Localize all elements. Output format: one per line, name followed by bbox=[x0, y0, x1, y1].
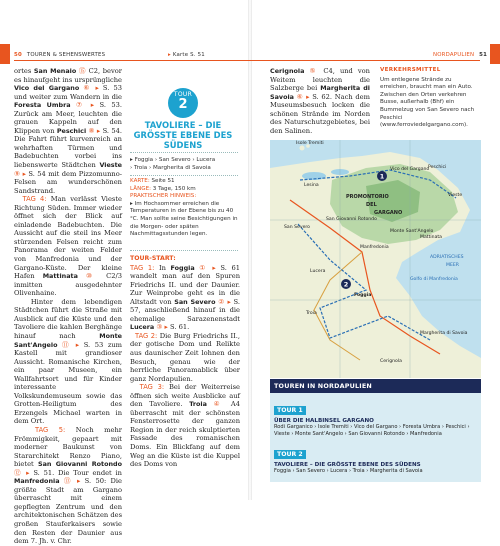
map-label: DEL bbox=[366, 202, 377, 208]
tours-heading: TOUREN IN NORDAPULIEN bbox=[270, 379, 481, 393]
map-label: GARGANO bbox=[374, 210, 403, 216]
map-label: Troia bbox=[306, 311, 317, 316]
map-label: Cerignola bbox=[380, 359, 402, 364]
left-running-header bbox=[14, 52, 105, 58]
map-label: Isole Tremiti bbox=[296, 141, 324, 146]
map-label: San Giovanni Rotondo bbox=[326, 217, 377, 222]
right-running-header bbox=[433, 52, 487, 58]
map-label: Vico del Gargano bbox=[390, 167, 430, 172]
left-page-number: 50 bbox=[14, 52, 22, 58]
right-region-title: NORDAPULIEN bbox=[433, 52, 475, 58]
map-label: Mattinata bbox=[420, 235, 442, 240]
tour-2-marker-number: 2 bbox=[343, 280, 349, 289]
map-label: San Severo bbox=[284, 225, 310, 230]
tour-badge-number: 2 bbox=[178, 97, 188, 112]
tour-2-info: KARTE: Seite 51 LÄNGE: 3 Tage, 150 km PRAKTISCHER HINWEIS: ▸ Im Hochsommer erreichen die Temperaturen in der Ebene bis zu 40 °C. Man sollte seine Besichtigungen in die Morgen- oder späten Nachmittagsstunden legen. bbox=[130, 178, 238, 238]
map-label: Lucera bbox=[310, 269, 326, 274]
map-label: Peschici bbox=[428, 165, 447, 170]
map-label: Vieste bbox=[448, 193, 463, 198]
tours-overview-box bbox=[270, 379, 481, 482]
tour-2-route-box: Foggia › San Severo › Lucera › Troia › Margherita di Savoia bbox=[274, 468, 423, 474]
route-line: ▸ Foggia › San Severo › Lucera bbox=[130, 157, 216, 163]
region-map bbox=[270, 140, 481, 378]
left-text-column: ortes San Menaio ⑮ C2, bevor es hinaufgeht ins ursprüngliche Vico del Gargano ⑥ ▸ S. 53 und weiter zum Wandern in die Foresta Umbra ⑦ ▸ S. 53. Zurück am Meer, leuchten die grauen Kappeln auf den Klippen von Peschici ⑧ ▸ S. 54. Die Fahrt führt kurvenreich an wehrhaften Türmen und Badebuchten vorbei ins liebenswerte Städtchen Vieste ⑨ ▸ S. 54 mit dem Pizzomunno-Felsen am wunderschönen Sandstrand. TAG 4: Man verlässt Vieste Richtung Süden. Immer wieder öffnet sich der Blick auf einladende Badebuchten. Die Aussicht auf die steil ins Meer stürzenden Felsen reicht zum Panorama der weiten Felder von Manfredonia und der Gargano-Küste. Der kleine Hafen Mattinata ⑩ C2/3 inmitten ausgedehnter Olivenhaine. Hinter dem lebendigen Städtchen führt die Straße mit Ausblick auf die Küste und den Tavoliere die kahlen Berghänge hinauf nach Monte Sant'Angelo ⑪ ▸ S. 53 zum Kastell mit grandioser Aussicht. Romanische Kirchen, ein paar Museen, ein Wallfahrtsort und für Kinder interessante Volkskundemuseum sowie das Grotten-Heiligtum des Erzengels Michael warten in dem Ort. TAG 5: Noch mehr Frömmigkeit, gepaart mit moderner Baukunst von Stararchitekt Renzo Piano, bietet San Giovanni Rotondo ⑫ ▸ S. 51. Die Tour endet in Manfredonia ⑬ ▸ S. 50: Die größte Stadt am Gargano überrascht mit einem gepflegten Zentrum und den architektonischen Schätzen des großen Stauferkaisers sowie den Resten der Daunier aus dem 7. Jh. v. Chr. bbox=[14, 67, 122, 546]
right-text-column: Cerignola ⑤ C4, und von Weitem leuchten die Salzberge bei Margherita di Savoia ⑥ ▸ S. 62. Nach dem Museumsbesuch locken die schönen Strände im Norden des Naturschutzgebietes, bei den Salinen. bbox=[270, 67, 370, 135]
map-label: Lesina bbox=[304, 183, 319, 188]
map-label: Manfredonia bbox=[360, 245, 389, 250]
left-text-column-2: TOUR-START: TAG 1: In Foggia ① ▸ S. 61 wandelt man auf den Spuren Friedrichs II. und der Daunier. Zur Weinprobe geht es in die Altstadt von San Severo ② ▸ S. 57, anschließend hinauf in die ehemalige Sarazenenstadt Lucera ③ ▸ S. 61. TAG 2: Die Burg Friedrichs II., der gotische Dom und Relikte aus daunischer Zeit lohnen den Besuch, genau wie der herrliche Panoramablick über ganz Nordapulien. TAG 3: Bei der Weiterreise öffnen sich weite Ausblicke auf den Tavoliere. Troia ④ A4 überrascht mit der schönsten Fensterrosette der ganzen Region in der reich skulptierten Fassade des romanischen Doms. Ein Blickfang auf dem Weg an die Küste ist die Kuppel des Doms von bbox=[130, 255, 240, 469]
tour-1-badge: TOUR 1 bbox=[274, 406, 306, 415]
tour-1-title: ÜBER DIE HALBINSEL GARGANO bbox=[274, 418, 374, 424]
map-label: Golfo di Manfredonia bbox=[410, 277, 458, 282]
route-line: › Troia › Margherita di Savoia bbox=[130, 165, 211, 171]
tour-badge-label: TOUR bbox=[173, 91, 193, 98]
tour-2-title: TAVOLIERE – DIE GRÖSSTE EBENE DES SÜDENS bbox=[133, 120, 233, 150]
left-section-title: TOUREN & SEHENSWERTES bbox=[26, 52, 106, 58]
divider bbox=[130, 175, 238, 176]
right-page-number: 51 bbox=[479, 52, 488, 58]
divider bbox=[130, 152, 238, 153]
map-label: ADRIATISCHES bbox=[430, 255, 464, 260]
page-tab-right bbox=[490, 44, 500, 64]
map-reference-label: Karte S. 51 bbox=[172, 52, 205, 58]
divider bbox=[130, 250, 238, 251]
map-label: MEER bbox=[446, 263, 459, 268]
map-label: Monte Sant'Angelo bbox=[390, 229, 434, 234]
map-reference: ▸ Karte S. 51 bbox=[168, 52, 205, 58]
tour-1-marker-number: 1 bbox=[379, 172, 385, 181]
tour-2-badge bbox=[168, 88, 198, 118]
header-rule-right bbox=[250, 60, 480, 61]
verkehrsmittel-text: Um entlegene Strände zu erreichen, braucht man ein Auto. Zwischen den Orten verkehren Busse, außerhalb (Bhf) ein Bummelzug von San Severo nach Peschici (www.ferroviedelgargano.com). bbox=[380, 76, 475, 129]
header-rule-left bbox=[14, 60, 250, 61]
island bbox=[300, 146, 305, 151]
map-label: Foggia bbox=[354, 293, 372, 298]
verkehrsmittel-title: VERKEHRSMITTEL bbox=[380, 67, 441, 73]
tour-2-badge-box: TOUR 2 bbox=[274, 450, 306, 459]
map-label: PROMONTORIO bbox=[346, 194, 389, 200]
page-tab-left bbox=[0, 44, 10, 64]
map-label: Margherita di Savoia bbox=[420, 331, 468, 336]
tour-2-route bbox=[130, 156, 242, 172]
tour-2-title-box: TAVOLIERE – DIE GRÖSSTE EBENE DES SÜDENS bbox=[274, 462, 421, 468]
verkehrsmittel-box bbox=[380, 67, 480, 130]
map-svg bbox=[270, 140, 481, 378]
tour-1-route: Rodi Garganico › Isole Tremiti › Vico del Gargano › Foresta Umbra › Peschici › Vieste › Monte Sant'Angelo › San Giovanni Rotondo › Manfredonia bbox=[274, 424, 470, 437]
